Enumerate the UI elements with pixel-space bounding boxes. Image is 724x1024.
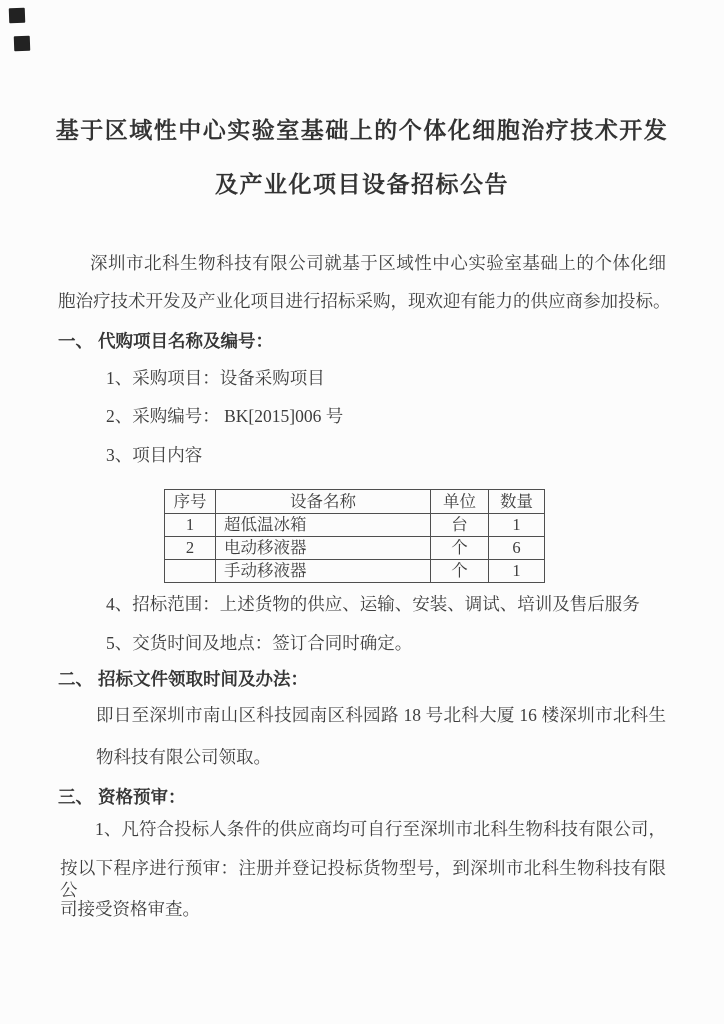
table-cell: 6 xyxy=(489,537,545,560)
table-cell: 2 xyxy=(165,537,216,560)
intro-paragraph-line: 深圳市北科生物科技有限公司就基于区域性中心实验室基础上的个体化细 xyxy=(90,253,666,273)
section3-paragraph-line: 1、凡符合投标人条件的供应商均可自行至深圳市北科生物科技有限公司， xyxy=(95,819,666,839)
section-number: 二、 xyxy=(58,669,93,689)
scan-artifact-mark xyxy=(14,36,31,52)
table-row xyxy=(165,514,545,537)
table-header-row xyxy=(165,490,545,514)
equipment-table xyxy=(164,489,545,583)
table-cell xyxy=(165,560,216,583)
table-cell: 手动移液器 xyxy=(216,560,431,583)
table-cell: 个 xyxy=(431,537,489,560)
section2-paragraph-line: 即日至深圳市南山区科技园南区科园路 18 号北科大厦 16 楼深圳市北科生 xyxy=(96,705,666,725)
table-header-cell: 设备名称 xyxy=(216,490,431,514)
intro-paragraph-line: 胞治疗技术开发及产业化项目进行招标采购，现欢迎有能力的供应商参加投标。 xyxy=(58,291,671,311)
table-cell: 1 xyxy=(165,514,216,537)
section2-paragraph-line: 物科技有限公司领取。 xyxy=(96,747,271,767)
section-heading-text: 代购项目名称及编号： xyxy=(98,331,273,351)
table-cell: 电动移液器 xyxy=(216,537,431,560)
table-cell: 1 xyxy=(489,560,545,583)
section-heading-text: 资格预审： xyxy=(98,787,186,807)
table-header-cell: 数量 xyxy=(489,490,545,514)
table-cell: 台 xyxy=(431,514,489,537)
table-cell: 1 xyxy=(489,514,545,537)
table-row xyxy=(165,560,545,583)
table-cell: 个 xyxy=(431,560,489,583)
section-heading-1 xyxy=(58,330,273,352)
section1-item-4: 4、招标范围：上述货物的供应、运输、安装、调试、培训及售后服务 xyxy=(106,594,640,614)
section-heading-3 xyxy=(58,786,186,808)
scan-artifact-mark xyxy=(9,8,26,24)
table-header-cell: 单位 xyxy=(431,490,489,514)
section1-item-1: 1、采购项目：设备采购项目 xyxy=(106,368,325,388)
document-title-line-2: 及产业化项目设备招标公告 xyxy=(215,172,509,197)
section-number: 一、 xyxy=(58,331,93,351)
table-header-cell: 序号 xyxy=(165,490,216,514)
table-row xyxy=(165,537,545,560)
section-number: 三、 xyxy=(58,787,93,807)
section-heading-text: 招标文件领取时间及办法： xyxy=(98,669,308,689)
section-heading-2 xyxy=(58,668,308,690)
section1-item-2: 2、采购编号： BK[2015]006 号 xyxy=(106,406,344,426)
table-cell: 超低温冰箱 xyxy=(216,514,431,537)
section1-item-5: 5、交货时间及地点：签订合同时确定。 xyxy=(106,633,413,653)
section1-item-3: 3、项目内容 xyxy=(106,445,203,465)
document-title-line-1: 基于区域性中心实验室基础上的个体化细胞治疗技术开发 xyxy=(55,118,669,143)
section3-paragraph-line: 司接受资格审查。 xyxy=(60,899,200,919)
section3-paragraph-line: 按以下程序进行预审：注册并登记投标货物型号，到深圳市北科生物科技有限公 xyxy=(60,858,666,900)
